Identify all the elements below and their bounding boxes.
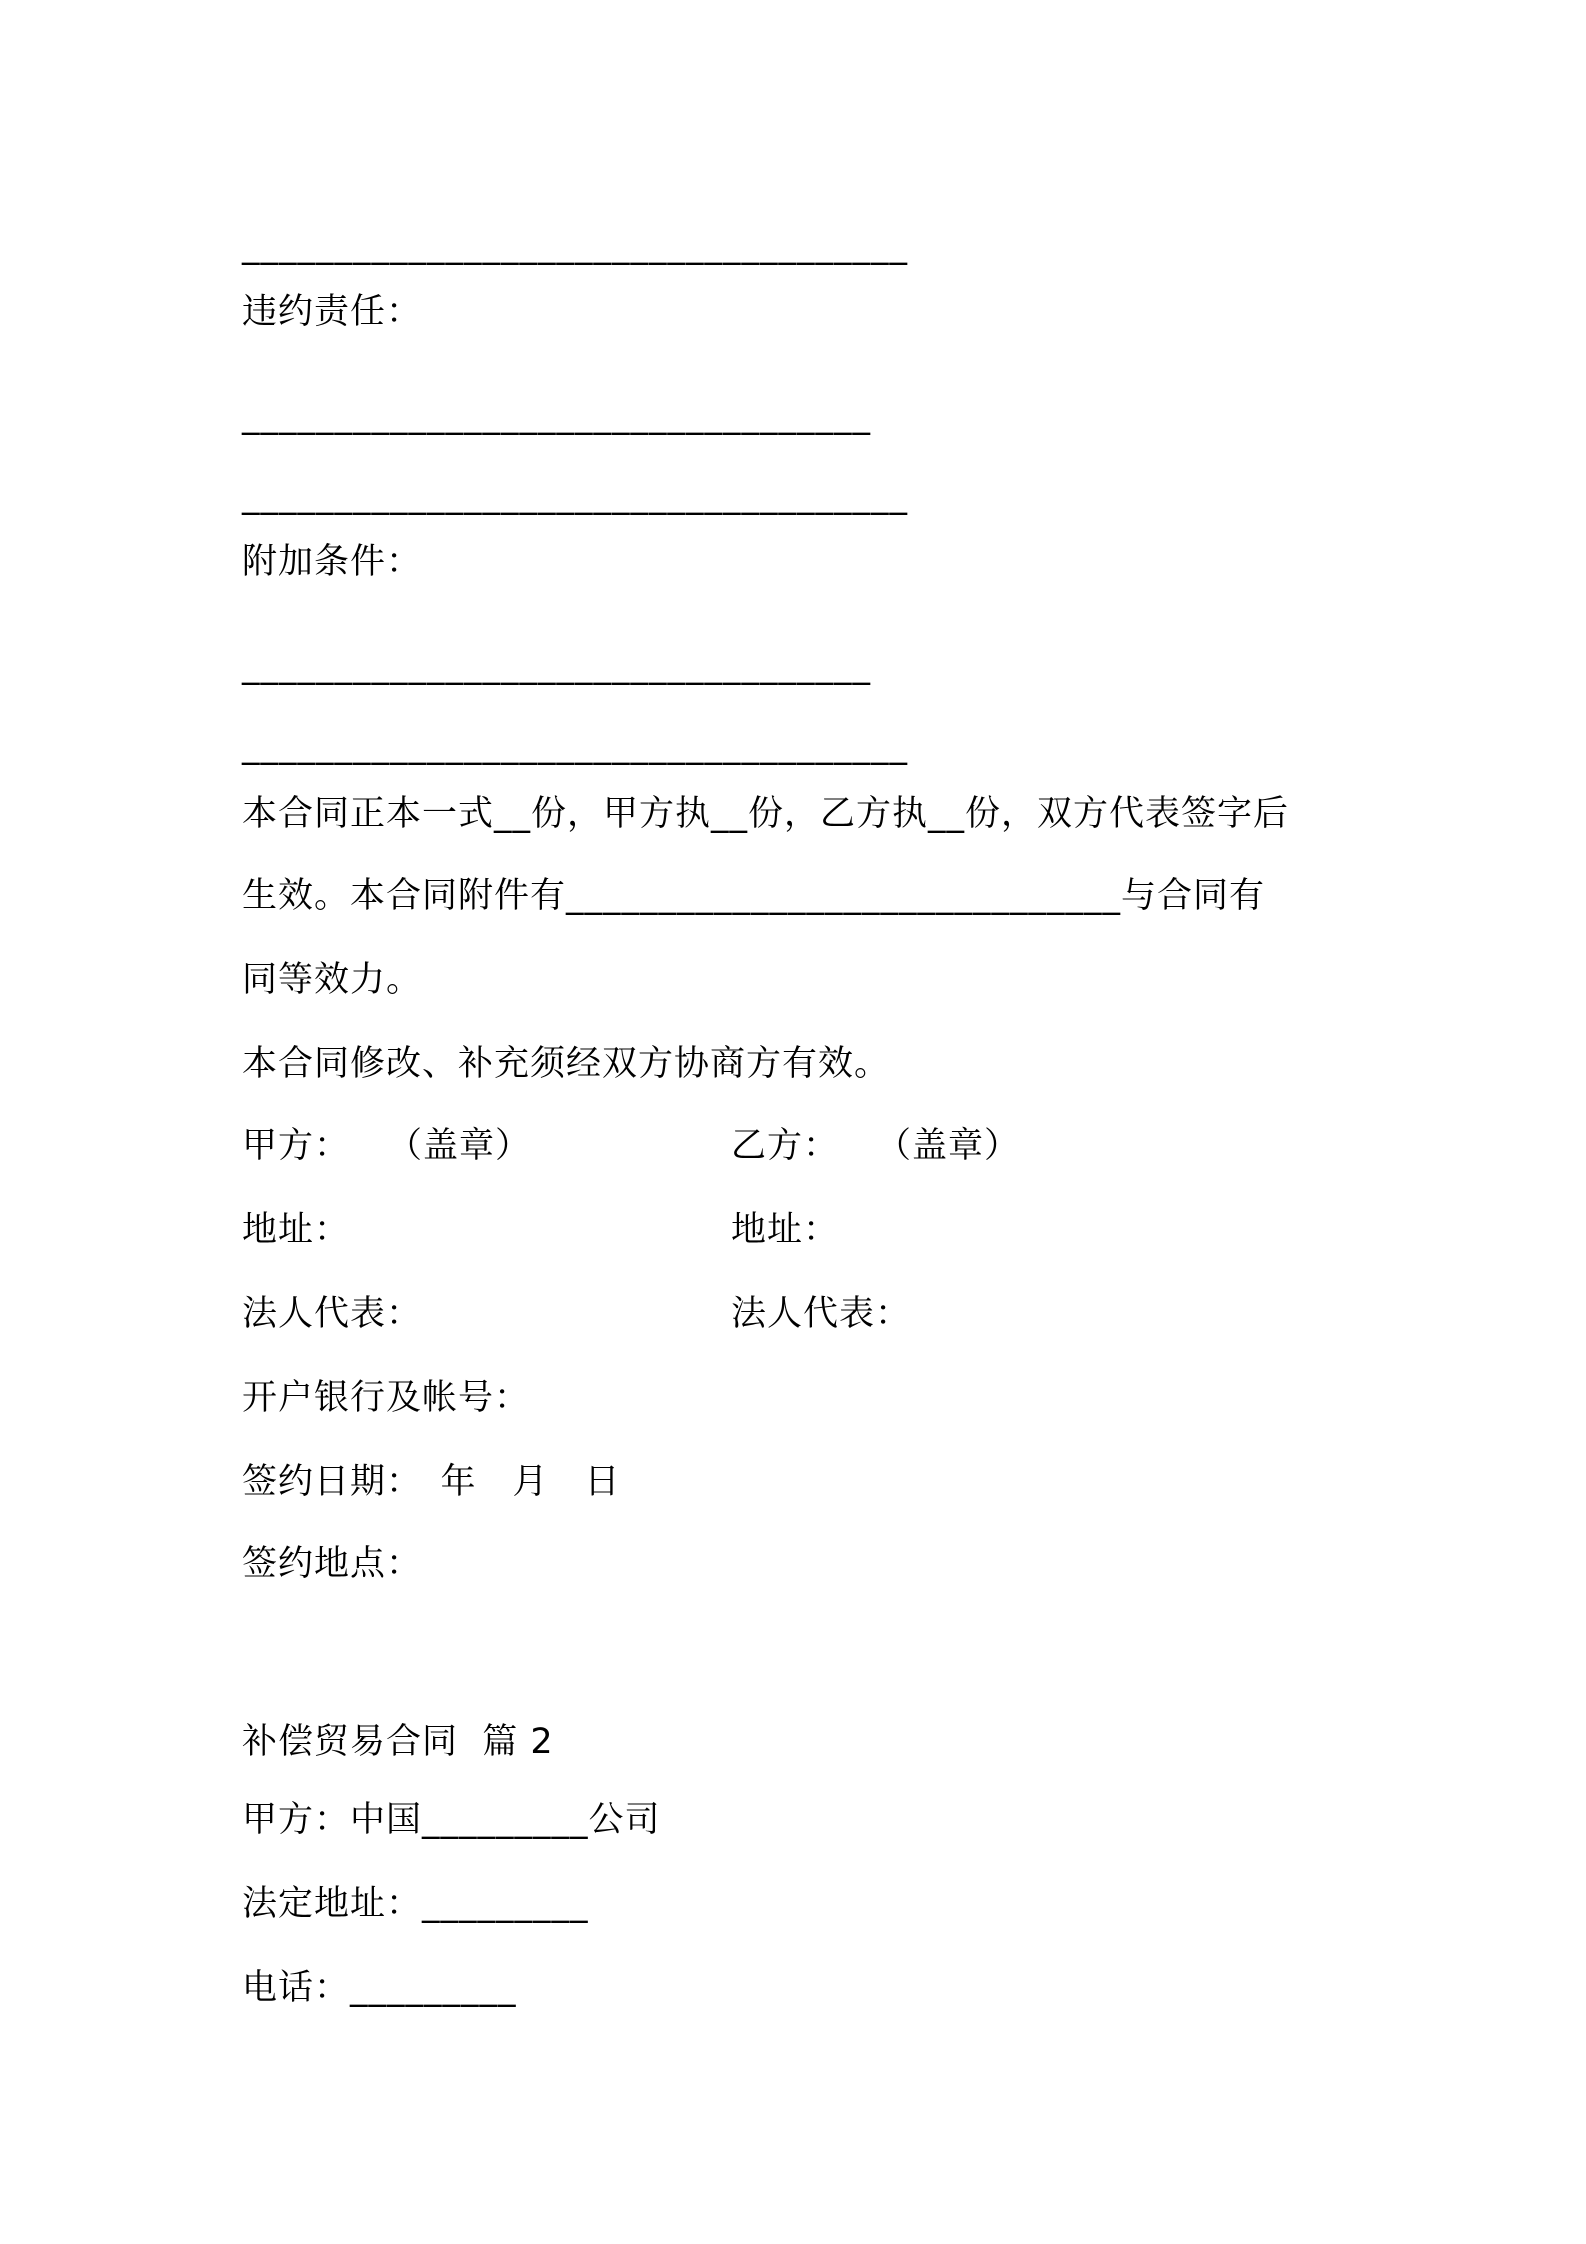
sign-place-label: 签约地点： (242, 1544, 423, 1584)
phone-label: 电话： (242, 1968, 351, 2008)
party-a-legal-rep-label: 法人代表： (242, 1294, 423, 1334)
rule-line: ____________________________________ (242, 226, 908, 266)
attachment-blank: ______________________________ (566, 876, 1122, 916)
phone-line (242, 1964, 517, 2012)
sign-date-label: 签约日期： 年 月 日 (242, 1462, 621, 1502)
copies-clause-suffix: 与合同有 (1121, 876, 1266, 916)
company-name-blank: _________ (422, 1800, 589, 1840)
copies-clause-prefix: 生效。本合同附件有 (242, 876, 567, 916)
additional-conditions-label: 附加条件： (242, 542, 423, 582)
phone-blank: _________ (350, 1968, 517, 2008)
party-b-legal-rep-label: 法人代表： (731, 1294, 912, 1334)
rule-line: __________________________________ (242, 646, 871, 686)
copies-clause-line-2 (242, 872, 1265, 920)
copies-clause-line-1: 本合同正本一式__份，甲方执__份，乙方执__份，双方代表签字后 (242, 794, 1290, 834)
party-a2-suffix: 公司 (588, 1800, 661, 1840)
legal-address-line (242, 1880, 589, 1928)
party-a2-line (242, 1796, 661, 1844)
legal-address-blank: _________ (422, 1884, 589, 1924)
bank-account-label: 开户银行及帐号： (242, 1378, 531, 1418)
address-row (242, 1206, 840, 1254)
amendment-clause: 本合同修改、补充须经双方协商方有效。 (242, 1044, 891, 1084)
rule-line: __________________________________ (242, 396, 871, 436)
rule-line: ____________________________________ (242, 726, 908, 766)
rule-line: ____________________________________ (242, 476, 908, 516)
copies-clause-line-3: 同等效力。 (242, 960, 423, 1000)
party-b-seal-label: 乙方： （盖章） (731, 1126, 1021, 1166)
party-row (242, 1122, 1021, 1170)
party-a-address-label: 地址： (242, 1210, 351, 1250)
party-b-address-label: 地址： (731, 1210, 840, 1250)
legal-rep-row (242, 1290, 912, 1338)
breach-liability-label: 违约责任： (242, 292, 423, 332)
party-a2-prefix: 甲方：中国 (242, 1800, 423, 1840)
section-2-title: 补偿贸易合同 篇 2 (242, 1722, 554, 1762)
party-a-seal-label: 甲方： （盖章） (242, 1126, 532, 1166)
legal-address-label: 法定地址： (242, 1884, 423, 1924)
